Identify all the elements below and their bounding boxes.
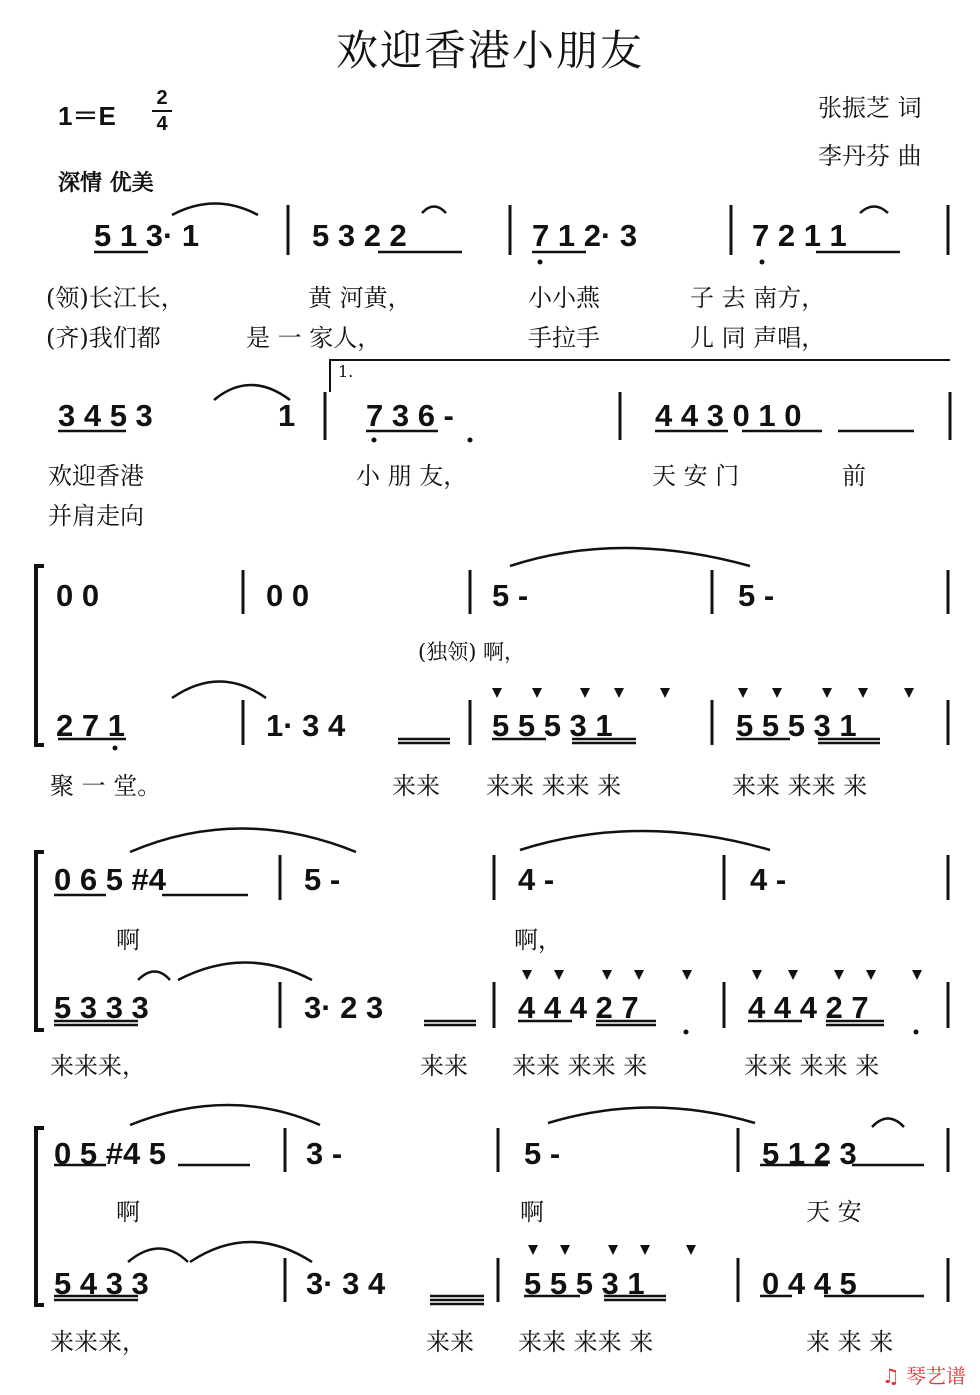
key-signature: 1＝E [58, 101, 116, 131]
s1-lyric1-c: 小小燕 [528, 284, 600, 312]
s5-upper-1: 0 5 #4 5 [54, 1136, 167, 1171]
time-upper: 2 [156, 87, 168, 109]
s2-lyric1-b: 小 朋 友， [356, 462, 468, 490]
s4-upper-2: 5 - [304, 862, 341, 897]
s1-lyric2-d: 儿 同 声唱， [690, 324, 826, 352]
s5-lower-lyric-c: 来来 来来 来 [518, 1328, 654, 1356]
s3-upper-2: 0 0 [266, 578, 310, 613]
s1-lyric2-b: 是 一 家人， [246, 324, 382, 352]
s5-lower-lyric-b: 来来 [426, 1328, 474, 1356]
time-lower: 4 [156, 113, 168, 135]
watermark-text: 琴艺谱 [906, 1364, 966, 1388]
s1-measure-2: 5 3 2 2 [312, 218, 407, 253]
tempo-marking: 深情 优美 [58, 171, 154, 196]
s1-measure-1: 5 1 3· 1 [94, 218, 200, 253]
s4-upper-3: 4 - [518, 862, 555, 897]
s1-lyric1-d: 子 去 南方， [690, 284, 826, 312]
s1-measure-4: 7 2 1 1 [752, 218, 847, 253]
s5-lower-2: 3· 3 4 [306, 1266, 386, 1301]
s4-upper-1: 0 6 5 #4 [54, 862, 167, 897]
s5-lower-lyric-a: 来来来， [50, 1328, 146, 1356]
watermark-logo [882, 1360, 966, 1389]
s1-measure-3: 7 1 2· 3 [532, 218, 638, 253]
s2-lyric1-a: 欢迎香港 [48, 462, 144, 490]
s2-measure-3: 4 4 3 0 1 0 [655, 398, 802, 433]
s4-lower-lyric-a: 来来来， [50, 1052, 146, 1080]
composer-credit: 李丹芬 曲 [818, 142, 922, 170]
song-title: 欢迎香港小朋友 [335, 26, 644, 75]
s5-lower-4: 0 4 4 5 [762, 1266, 857, 1301]
s3-lower-lyric-d: 来来 来来 来 [732, 772, 868, 800]
s2-lyric1-c: 天 安 门 [652, 462, 740, 490]
s4-lower-lyric-b: 来来 [420, 1052, 468, 1080]
s1-lyric2-a: (齐)我们都 [46, 324, 161, 352]
s3-upper-lyric: (独领) 啊， [418, 640, 526, 664]
s5-lower-3: 5 5 5 3 1 [524, 1266, 645, 1301]
volta-label: 1. [338, 362, 354, 381]
s4-lower-3: 4 4 4 2 7 [518, 990, 639, 1025]
s1-lyric1-a: (领)长江长， [46, 284, 185, 312]
s4-upper-4: 4 - [750, 862, 787, 897]
s5-upper-3: 5 - [524, 1136, 561, 1171]
logo-icon: ♫ [881, 1364, 900, 1388]
s4-upper-lyric-b: 啊， [514, 926, 562, 954]
s3-upper-3: 5 - [492, 578, 529, 613]
s4-lower-lyric-c: 来来 来来 来 [512, 1052, 648, 1080]
s5-upper-4: 5 1 2 3 [762, 1136, 857, 1171]
s2-measure-1: 3 4 5 3 [58, 398, 153, 433]
s3-lower-1: 2 7 1 [56, 708, 125, 743]
s1-lyric2-c: 手拉手 [528, 324, 600, 352]
s1-lyric1-b: 黄 河黄， [308, 284, 412, 312]
s5-upper-lyric-c: 天 安 [806, 1198, 862, 1226]
s2-measure-2: 7 3 6 - [366, 398, 454, 433]
s5-upper-lyric-a: 啊 [116, 1198, 140, 1226]
s3-lower-2: 1· 3 4 [266, 708, 346, 743]
s4-lower-2: 3· 2 3 [304, 990, 384, 1025]
s5-lower-lyric-d: 来 来 来 [806, 1328, 894, 1356]
s5-upper-2: 3 - [306, 1136, 343, 1171]
s3-lower-lyric-c: 来来 来来 来 [486, 772, 622, 800]
s4-lower-1: 5 3 3 3 [54, 990, 149, 1025]
s3-upper-4: 5 - [738, 578, 775, 613]
s3-lower-4: 5 5 5 3 1 [736, 708, 857, 743]
s3-upper-1: 0 0 [56, 578, 100, 613]
s3-lower-3: 5 5 5 3 1 [492, 708, 613, 743]
s4-lower-4: 4 4 4 2 7 [748, 990, 869, 1025]
s2-lyric2-a: 并肩走向 [48, 502, 144, 530]
s2-lyric1-d: 前 [842, 462, 866, 490]
s2-measure-1b: 1 [278, 398, 296, 433]
s3-lower-lyric-a: 聚 一 堂。 [50, 772, 162, 800]
s5-upper-lyric-b: 啊 [520, 1198, 544, 1226]
s4-lower-lyric-d: 来来 来来 来 [744, 1052, 880, 1080]
s3-lower-lyric-b: 来来 [392, 772, 440, 800]
s5-lower-1: 5 4 3 3 [54, 1266, 149, 1301]
s4-upper-lyric-a: 啊 [116, 926, 140, 954]
lyricist-credit: 张振芝 词 [818, 94, 922, 122]
